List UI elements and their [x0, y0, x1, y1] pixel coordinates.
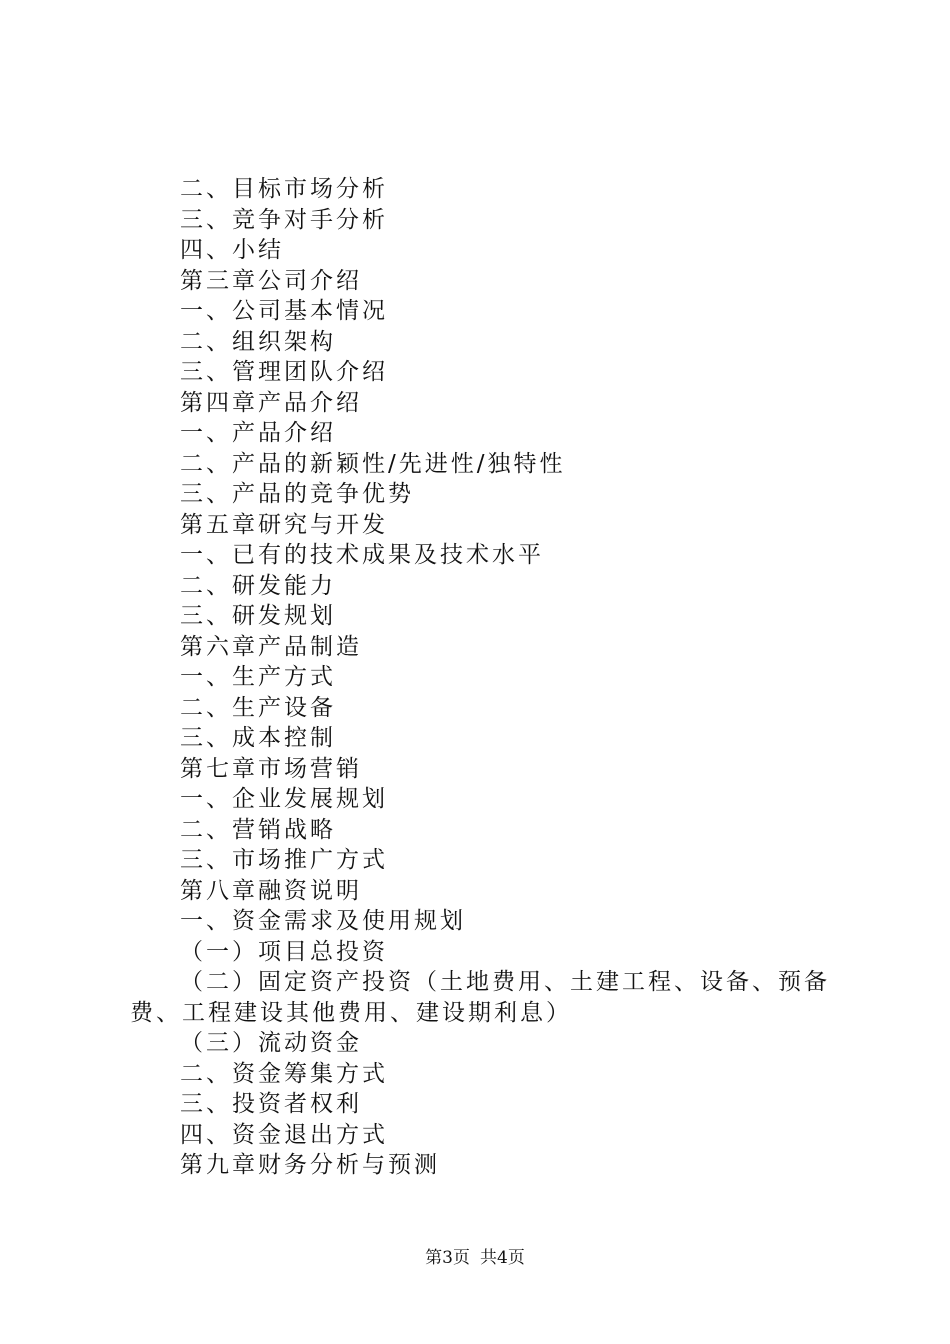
- toc-line: 三、研发规划: [180, 603, 336, 629]
- toc-subline-wrapped: （二）固定资产投资（土地费用、土建工程、设备、预备费、工程建设其他费用、建设期利息）: [130, 969, 830, 1026]
- toc-line: 三、竞争对手分析: [180, 206, 388, 233]
- toc-line: 二、研发能力: [180, 572, 336, 599]
- toc-line: 三、市场推广方式: [180, 847, 388, 873]
- toc-line: 二、产品的新颖性/先进性/独特性: [180, 450, 566, 477]
- toc-line: 一、生产方式: [180, 664, 336, 690]
- page-footer: [0, 1243, 950, 1268]
- toc-line: 二、资金筹集方式: [180, 1060, 388, 1087]
- page-total: 共4页: [480, 1248, 525, 1268]
- toc-line: 三、投资者权利: [180, 1091, 362, 1117]
- toc-line: 一、产品介绍: [180, 420, 336, 446]
- chapter-heading: 第五章研究与开发: [180, 511, 388, 538]
- toc-line: 三、管理团队介绍: [180, 359, 388, 385]
- toc-subline: （三）流动资金: [180, 1030, 362, 1056]
- toc-line: 一、资金需求及使用规划: [180, 908, 466, 934]
- toc-line: 四、资金退出方式: [180, 1121, 388, 1148]
- toc-line: 二、营销战略: [180, 816, 336, 843]
- chapter-heading: 第九章财务分析与预测: [180, 1152, 440, 1178]
- chapter-heading: 第四章产品介绍: [180, 389, 362, 416]
- toc-line: 二、生产设备: [180, 694, 336, 721]
- chapter-heading: 第八章融资说明: [180, 877, 362, 904]
- document-body: [130, 174, 840, 1181]
- chapter-heading: 第七章市场营销: [180, 755, 362, 782]
- toc-line: 三、成本控制: [180, 725, 336, 751]
- toc-line: 三、产品的竞争优势: [180, 481, 414, 507]
- toc-line: 四、小结: [180, 237, 284, 263]
- toc-line: 一、公司基本情况: [180, 298, 388, 324]
- toc-line: 二、组织架构: [180, 328, 336, 355]
- chapter-heading: 第三章公司介绍: [180, 267, 362, 294]
- toc-subline: （一）项目总投资: [180, 938, 388, 965]
- page-number: 第3页: [425, 1248, 470, 1268]
- chapter-heading: 第六章产品制造: [180, 633, 362, 660]
- toc-line: 一、企业发展规划: [180, 786, 388, 812]
- toc-line: 二、目标市场分析: [180, 176, 388, 202]
- toc-line: 一、已有的技术成果及技术水平: [180, 542, 544, 568]
